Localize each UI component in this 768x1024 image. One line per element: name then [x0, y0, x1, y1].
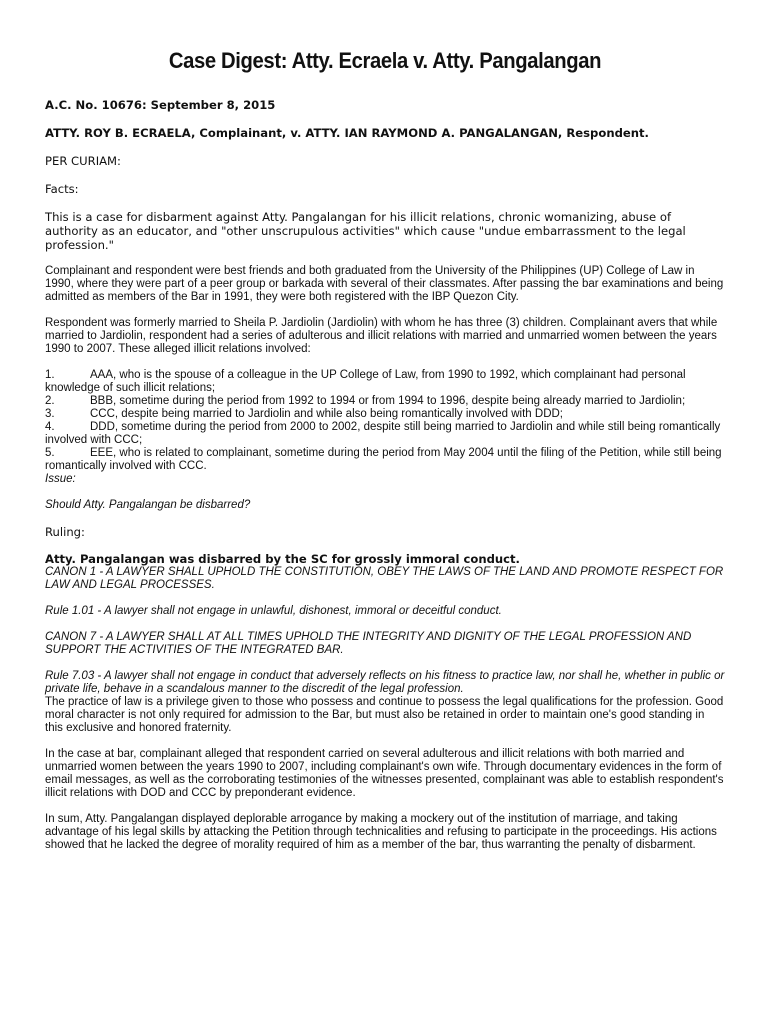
facts-paragraph-1: Complainant and respondent were best friends and both graduated from the University of the Philippines (UP) College of Law in 1990, where they were part of a peer group or barkada with several of their classmates. After passing the bar examinations and being admitted as members of the Bar in 1991, they were both registered with the IBP Quezon City.: [45, 265, 724, 303]
per-curiam-label: PER CURIAM:: [45, 154, 121, 168]
case-parties: ATTY. ROY B. ECRAELA, Complainant, v. ATTY. IAN RAYMOND A. PANGALANGAN, Respondent.: [45, 126, 649, 140]
issue-label: Issue:: [45, 473, 76, 485]
facts-intro: This is a case for disbarment against Atty. Pangalangan for his illicit relations, chronic womanizing, abuse of authority as an educator, and "other unscrupulous activities" which cause "undue embarrassment to the legal profession.": [45, 210, 686, 252]
list-item-text: BBB, sometime during the period from 1992 to 1994 or from 1994 to 1996, despite being already married to Jardiolin;: [90, 395, 686, 407]
ruling-paragraph-3: In sum, Atty. Pangalangan displayed deplorable arrogance by making a mockery out of the institution of marriage, and taking advantage of his legal skills by attacking the Petition through technicalities and refusing to participate in the proceedings. His actions showed that he lacked the degree of morality required of him as a member of the bar, thus warranting the penalty of disbarment.: [45, 813, 717, 851]
document-title: Case Digest: Atty. Ecraela v. Atty. Pangalangan: [168, 48, 602, 73]
ruling-paragraph-1: The practice of law is a privilege given to those who possess and continue to possess the legal qualifications for the profession. Good moral character is not only required for admission to the Bar, but must also be retained in order to maintain one's good standing in this exclusive and honored fraternity.: [45, 696, 724, 734]
list-item-number: 3.: [45, 408, 55, 420]
list-item-text: EEE, who is related to complainant, sometime during the period from May 2004 until the filing of the Petition, while still being romantically involved with CCC.: [45, 447, 722, 472]
list-item: [45, 395, 725, 408]
canon-7: CANON 7 - A LAWYER SHALL AT ALL TIMES UPHOLD THE INTEGRITY AND DIGNITY OF THE LEGAL PROFESSION AND SUPPORT THE ACTIVITIES OF THE INTEGRATED BAR.: [45, 631, 692, 656]
rule-1-01: Rule 1.01 - A lawyer shall not engage in unlawful, dishonest, immoral or deceitful conduct.: [45, 605, 502, 617]
list-item-text: AAA, who is the spouse of a colleague in the UP College of Law, from 1990 to 1992, which complainant had personal knowledge of such illicit relations;: [45, 369, 686, 394]
list-item: [45, 447, 725, 473]
rule-7-03: Rule 7.03 - A lawyer shall not engage in conduct that adversely reflects on his fitness to practice law, nor shall he, whether in public or private life, behave in a scandalous manner to the discredit of the legal profession.: [45, 670, 725, 695]
canon-1: CANON 1 - A LAWYER SHALL UPHOLD THE CONSTITUTION, OBEY THE LAWS OF THE LAND AND PROMOTE RESPECT FOR LAW AND LEGAL PROCESSES.: [45, 566, 724, 591]
document-page: [45, 48, 725, 852]
list-item-number: 5.: [45, 447, 55, 459]
facts-label: Facts:: [45, 182, 79, 196]
facts-paragraph-2: Respondent was formerly married to Sheila P. Jardiolin (Jardiolin) with whom he has three (3) children. Complainant avers that while married to Jardiolin, respondent had a series of adulterous and illicit relations with married and unmarried women between the years 1990 to 2007. These alleged illicit relations involved:: [45, 317, 718, 355]
list-item-text: CCC, despite being married to Jardiolin and while also being romantically involved with DDD;: [90, 408, 563, 420]
list-item: [45, 369, 725, 395]
list-item-text: DDD, sometime during the period from 2000 to 2002, despite still being married to Jardiolin and while still being romantically involved with CCC;: [45, 421, 721, 446]
case-number: A.C. No. 10676: September 8, 2015: [45, 98, 276, 112]
list-item: [45, 408, 725, 421]
ruling-paragraph-2: In the case at bar, complainant alleged that respondent carried on several adulterous and illicit relations with both married and unmarried women between the years 1990 to 2007, including complainant's own wife. Through documentary evidences in the form of email messages, as well as the corroborating testimonies of the witnesses presented, complainant was able to establish respondent's illicit relations with DOD and CCC by preponderant evidence.: [45, 748, 724, 799]
ruling-heading: Atty. Pangalangan was disbarred by the SC for grossly immoral conduct.: [45, 552, 520, 566]
list-item-number: 2.: [45, 395, 55, 407]
list-item: [45, 421, 725, 447]
relations-list: [45, 369, 725, 473]
list-item-number: 4.: [45, 421, 55, 433]
list-item-number: 1.: [45, 369, 55, 381]
issue-text: Should Atty. Pangalangan be disbarred?: [45, 499, 251, 511]
ruling-label: Ruling:: [45, 525, 85, 539]
